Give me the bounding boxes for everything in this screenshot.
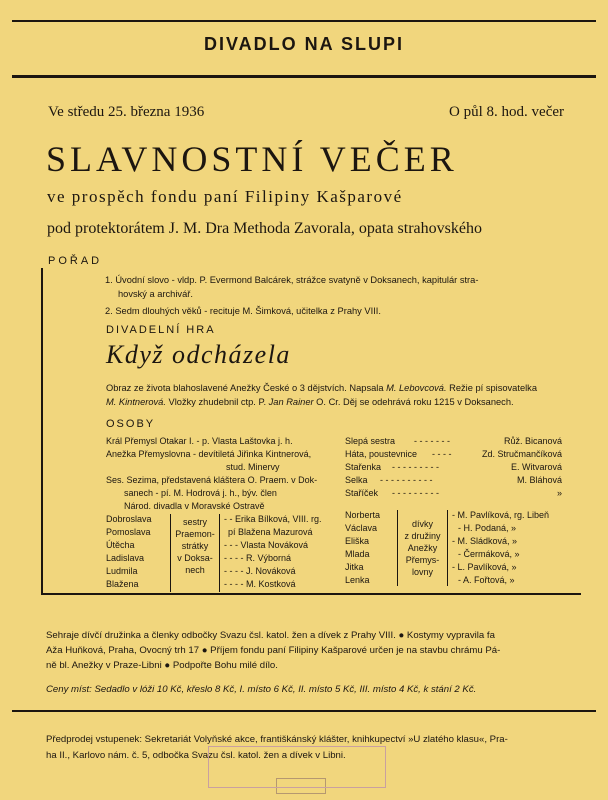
sister-role: Dobroslava xyxy=(106,514,152,524)
cast-dots: - - - - - - - - - xyxy=(392,488,439,498)
header-rule xyxy=(12,75,596,78)
cast-line: Ses. Sezima, představená kláštera O. Praem. v Dok- xyxy=(106,475,318,485)
cast-heading: OSOBY xyxy=(106,418,156,430)
event-time: O půl 8. hod. večer xyxy=(449,104,564,120)
desc-text: Režie pí spisovatelka xyxy=(446,383,537,393)
presale-line: Předprodej vstupenek: Sekretariát Volyňské akce, františkánský klášter, knihkupectví »U zlatého klasu«, Pra- xyxy=(46,734,508,745)
ticket-prices: Ceny míst: Sedadlo v lóži 10 Kč, křeslo 8 Kč, I. místo 6 Kč, II. místo 5 Kč, III. místo 4 Kč, k stání 2 Kč. xyxy=(46,684,477,695)
cast-line: sanech - pí. M. Hodrová j. h., býv. člen xyxy=(124,488,277,498)
cast-line: Národ. divadla v Moravské Ostravě xyxy=(124,501,265,511)
cast-actor: M. Bláhová xyxy=(516,475,562,485)
play-description-line1 xyxy=(106,382,537,394)
cast-line: Král Přemysl Otakar I. - p. Vlasta Laštovka j. h. xyxy=(106,436,293,446)
cast-actor: E. Witvarová xyxy=(510,462,562,472)
cast-role: Staříček xyxy=(345,488,379,498)
sisters-group-label: sestry xyxy=(182,517,207,527)
girl-role: Norberta xyxy=(345,510,381,520)
cast-role: Slepá sestra xyxy=(345,436,396,446)
desc-text: O. Cr. Děj se odehrává roku 1215 v Doksanech. xyxy=(313,397,514,407)
sisters-group-label: strátky xyxy=(181,541,209,551)
event-title: SLAVNOSTNÍ VEČER xyxy=(46,139,458,179)
play-description-line2 xyxy=(106,396,514,408)
girl-actor: - L. Pavlíková, » xyxy=(452,562,517,572)
event-date: Ve středu 25. března 1936 xyxy=(48,104,205,120)
sisters-bracket-right xyxy=(219,514,220,592)
girls-bracket-right xyxy=(447,510,448,586)
cast-line: Anežka Přemyslovna - devítiletá Jiřinka Kintnerová, xyxy=(106,449,312,459)
girl-role: Mlada xyxy=(345,549,370,559)
sister-actor: - - Erika Bílková, VIII. rg. xyxy=(224,514,322,524)
box-left-border xyxy=(41,268,43,595)
cast-dots: - - - - - - - xyxy=(414,436,450,446)
archive-stamp xyxy=(208,746,386,788)
cast-dots: - - - - - - - - - xyxy=(392,462,439,472)
desc-text: Vložky zhudebnil ctp. P. xyxy=(165,397,269,407)
program-item-1: 1. Úvodní slovo - vldp. P. Evermond Balcárek, strážce svatyně v Doksanech, kapitulár stra- xyxy=(105,275,479,285)
cast-actor: Růž. Bicanová xyxy=(503,436,562,446)
presale-line: ha II., Karlovo nám. č. 5, odbočka Svazu čsl. katol. žen a dívek v Libni. xyxy=(46,750,346,761)
girl-role: Václava xyxy=(345,523,378,533)
girl-role: Lenka xyxy=(345,575,370,585)
cast-dots: - - - - xyxy=(432,449,452,459)
girl-actor: - M. Sládková, » xyxy=(452,536,518,546)
desc-text: Obraz ze života blahoslavené Anežky České o 3 dějstvích. Napsala xyxy=(106,383,387,393)
girl-role: Jitka xyxy=(345,562,364,572)
sister-role: Útěcha xyxy=(106,540,135,550)
girl-actor: - A. Fořtová, » xyxy=(458,575,515,585)
cast-role: Stařenka xyxy=(345,462,382,472)
girls-group-label: Anežky xyxy=(407,543,438,553)
director-name: M. Kintnerová. xyxy=(106,397,166,407)
sister-role: Ludmila xyxy=(106,566,138,576)
sister-role: Blažena xyxy=(106,579,139,589)
sisters-group-label: nech xyxy=(185,565,205,575)
girls-group-label: z družiny xyxy=(404,531,441,541)
sister-actor: - - - - R. Výborná xyxy=(224,553,292,563)
footer-info-line: Aža Huňková, Praha, Ovocný trh 17 ● Příjem fondu paní Filipiny Kašparové určen je na stavbu chrámu Pá- xyxy=(46,645,501,656)
sister-actor: pí Blažena Mazurová xyxy=(228,527,313,537)
sister-actor: - - - - J. Nováková xyxy=(224,566,296,576)
girl-actor: - H. Podaná, » xyxy=(458,523,517,533)
cast-dots: - - - - - - - - - - xyxy=(380,475,433,485)
sister-actor: - - - Vlasta Nováková xyxy=(224,540,309,550)
event-patronage: pod protektorátem J. M. Dra Methoda Zavorala, opata strahovského xyxy=(47,220,482,237)
footer-info-line: Sehraje dívčí družinka a členky odbočky Svazu čsl. katol. žen a dívek z Prahy VIII. ● Kostymy vypravila fa xyxy=(46,630,495,641)
sister-role: Ladislava xyxy=(106,553,145,563)
girl-actor: - M. Pavlíková, rg. Libeň xyxy=(452,510,550,520)
footer-info-line: ně bl. Anežky v Praze-Libni ● Podpořte Bohu milé dílo. xyxy=(46,660,278,671)
girls-group-label: dívky xyxy=(411,519,433,529)
cast-line: stud. Minervy xyxy=(226,462,280,472)
sisters-group-label: v Doksa- xyxy=(177,553,213,563)
event-subtitle: ve prospěch fondu paní Filipiny Kašparové xyxy=(47,187,403,206)
cast-role: Háta, poustevnice xyxy=(345,449,418,459)
girls-group-label: Přemys- xyxy=(405,555,440,565)
girls-group-label: lovny xyxy=(411,567,433,577)
sister-actor: - - - - M. Kostková xyxy=(224,579,296,589)
cast-actor: Zd. Stručmančíková xyxy=(481,449,562,459)
sisters-group-label: Praemon- xyxy=(175,529,215,539)
sister-role: Pomoslava xyxy=(106,527,151,537)
author-name: M. Lebovcová. xyxy=(386,383,447,393)
program-heading: POŘAD xyxy=(48,255,103,267)
cast-role: Selka xyxy=(345,475,368,485)
play-title: Když odcházela xyxy=(106,340,291,369)
top-rule xyxy=(12,20,596,22)
program-item-2: 2. Sedm dlouhých věků - recituje M. Šimková, učitelka z Prahy VIII. xyxy=(105,306,381,316)
composer-name: Jan Rainer xyxy=(268,397,314,407)
girl-actor: - Čermáková, » xyxy=(458,549,520,559)
theatre-name: DIVADLO NA SLUPI xyxy=(203,34,404,54)
play-heading: DIVADELNÍ HRA xyxy=(106,324,216,336)
presale-rule xyxy=(12,710,596,712)
cast-actor: » xyxy=(556,488,562,498)
program-item-1-cont: hovský a archivář. xyxy=(118,289,193,299)
box-bottom-border xyxy=(41,593,581,595)
girl-role: Eliška xyxy=(345,536,370,546)
